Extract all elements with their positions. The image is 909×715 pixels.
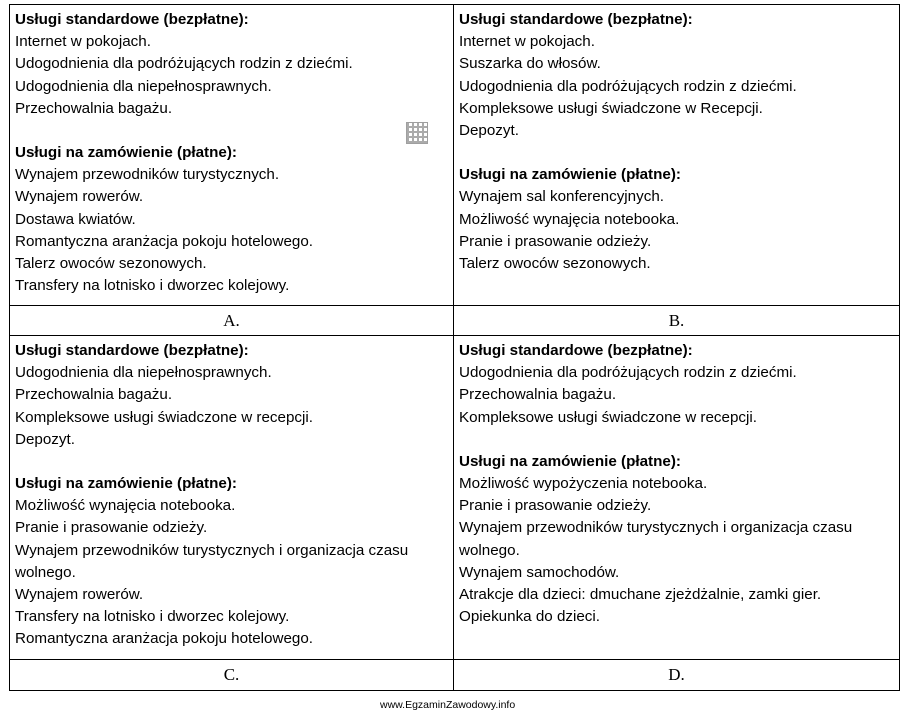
paid-services-title: Usługi na zamówienie (płatne): <box>459 166 681 184</box>
service-item: Wynajem przewodników turystycznych. <box>15 166 280 184</box>
watermark-text: www.EgzaminZawodowy.info <box>380 699 516 711</box>
service-item: Wynajem samochodów. <box>459 563 620 581</box>
options-table <box>9 4 900 691</box>
service-item: Dostawa kwiatów. <box>15 210 136 228</box>
service-item: Transfery na lotnisko i dworzec kolejowy. <box>15 608 290 626</box>
service-item: Talerz owoców sezonowych. <box>15 255 207 273</box>
service-item: Udogodnienia dla podróżujących rodzin z dziećmi. <box>459 77 797 95</box>
service-item: Internet w pokojach. <box>15 33 151 51</box>
service-item: Kompleksowe usługi świadczone w recepcji. <box>459 408 757 426</box>
section-gap <box>459 429 893 451</box>
paid-services-title: Usługi na zamówienie (płatne): <box>15 144 237 162</box>
option-b-label[interactable]: B. <box>454 306 900 336</box>
section-gap <box>459 142 893 164</box>
service-item: Kompleksowe usługi świadczone w recepcji. <box>15 408 313 426</box>
service-item: Możliwość wypożyczenia notebooka. <box>459 475 708 493</box>
service-item: Udogodnienia dla podróżujących rodzin z dziećmi. <box>459 364 797 382</box>
service-item: Udogodnienia dla niepełnosprawnych. <box>15 364 272 382</box>
service-item: Udogodnienia dla podróżujących rodzin z dziećmi. <box>15 55 353 73</box>
standard-services-title: Usługi standardowe (bezpłatne): <box>15 342 249 359</box>
service-item: Przechowalnia bagażu. <box>15 99 173 117</box>
service-item: Wynajem rowerów. <box>15 188 144 206</box>
service-item: Udogodnienia dla niepełnosprawnych. <box>15 77 272 95</box>
service-item: Pranie i prasowanie odzieży. <box>459 497 652 515</box>
service-item: Wynajem sal konferencyjnych. <box>459 188 664 206</box>
service-item: Opiekunka do dzieci. <box>459 608 600 626</box>
option-d-label[interactable]: D. <box>454 660 900 691</box>
service-item: Suszarka do włosów. <box>459 55 601 73</box>
paid-services-title: Usługi na zamówienie (płatne): <box>15 475 237 493</box>
paid-services-title: Usługi na zamówienie (płatne): <box>459 452 681 470</box>
option-a-cell <box>10 5 454 306</box>
standard-services-title: Usługi standardowe (bezpłatne): <box>459 342 693 359</box>
section-gap <box>15 451 447 473</box>
standard-services-title: Usługi standardowe (bezpłatne): <box>15 11 249 28</box>
standard-services-title: Usługi standardowe (bezpłatne): <box>459 11 693 28</box>
option-d-cell <box>454 336 900 660</box>
option-b-cell <box>454 5 900 306</box>
service-item: Wynajem przewodników turystycznych i organizacja czasu wolnego. <box>15 541 409 581</box>
service-item: Kompleksowe usługi świadczone w Recepcji. <box>459 99 763 117</box>
service-item: Możliwość wynajęcia notebooka. <box>459 210 680 228</box>
service-item: Pranie i prasowanie odzieży. <box>15 519 208 537</box>
service-item: Wynajem rowerów. <box>15 586 144 604</box>
option-c-label[interactable]: C. <box>10 660 454 691</box>
service-item: Przechowalnia bagażu. <box>15 386 173 404</box>
service-item: Transfery na lotnisko i dworzec kolejowy. <box>15 277 290 295</box>
service-item: Internet w pokojach. <box>459 33 595 51</box>
service-item: Talerz owoców sezonowych. <box>459 255 651 273</box>
service-item: Pranie i prasowanie odzieży. <box>459 232 652 250</box>
service-item: Możliwość wynajęcia notebooka. <box>15 497 236 515</box>
service-item: Romantyczna aranżacja pokoju hotelowego. <box>15 232 314 250</box>
service-item: Romantyczna aranżacja pokoju hotelowego. <box>15 630 314 648</box>
service-item: Przechowalnia bagażu. <box>459 386 617 404</box>
service-item: Atrakcje dla dzieci: dmuchane zjeżdżalnie, zamki gier. <box>459 586 822 604</box>
option-a-label[interactable]: A. <box>10 306 454 336</box>
section-gap <box>15 120 447 142</box>
service-item: Depozyt. <box>459 122 519 140</box>
service-item: Wynajem przewodników turystycznych i organizacja czasu wolnego. <box>459 519 853 559</box>
qr-code-icon <box>406 122 428 144</box>
option-c-cell <box>10 336 454 660</box>
service-item: Depozyt. <box>15 430 75 448</box>
